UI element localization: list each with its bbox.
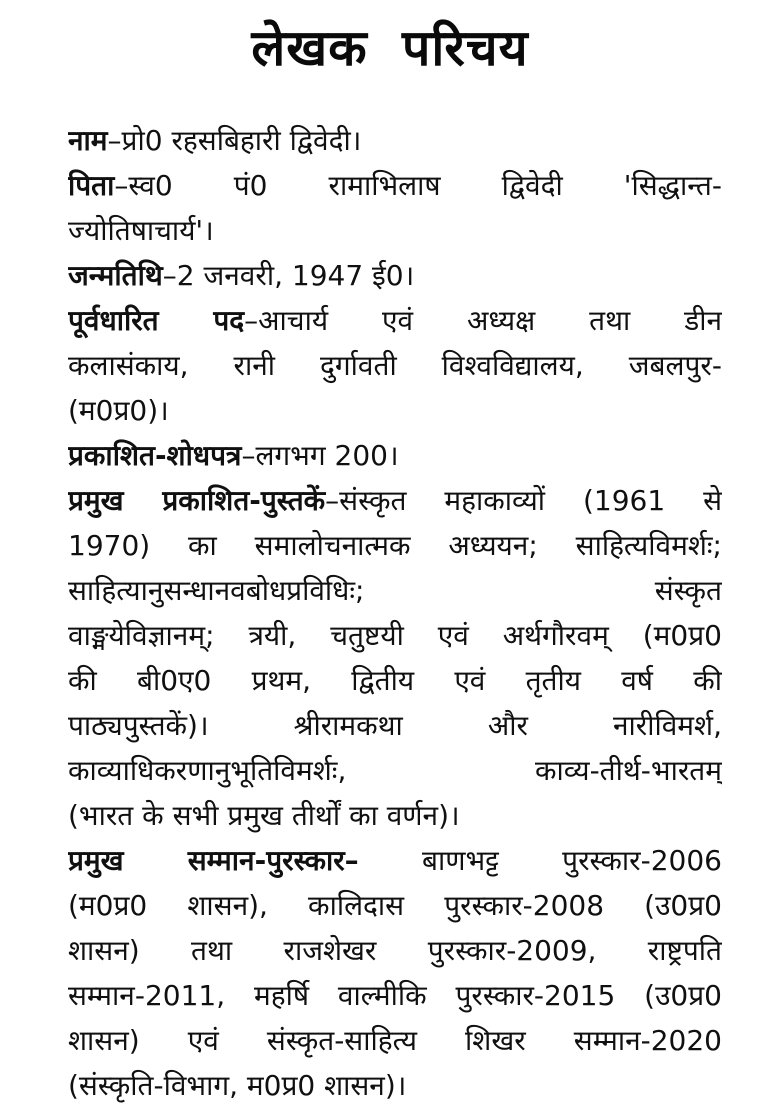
text-line bbox=[68, 703, 722, 748]
text-line bbox=[68, 523, 722, 568]
text-line bbox=[68, 343, 722, 388]
field-text: (संस्कृति-विभाग, म0प्र0 शासन)। bbox=[68, 1069, 407, 1102]
field-label: प्रमुख प्रकाशित-पुस्तकें bbox=[68, 484, 326, 517]
text-line bbox=[68, 883, 722, 928]
field-label: प्रमुख सम्मान-पुरस्कार– bbox=[68, 844, 359, 877]
field-former-positions bbox=[68, 298, 722, 433]
field-text: कलासंकाय, रानी दुर्गावती विश्वविद्यालय, जबलपुर- bbox=[68, 349, 722, 382]
text-line bbox=[68, 163, 722, 208]
text-line bbox=[68, 748, 722, 793]
field-name bbox=[68, 118, 722, 163]
author-bio-text-body bbox=[68, 118, 722, 1108]
field-text: की बी0ए0 प्रथम, द्वितीय एवं तृतीय वर्ष की bbox=[68, 664, 722, 697]
field-birth-date bbox=[68, 253, 722, 298]
field-text: ज्योतिषाचार्य'। bbox=[68, 214, 214, 247]
text-line bbox=[68, 613, 722, 658]
field-text: बाणभट्ट पुरस्कार-2006 bbox=[358, 844, 722, 877]
text-line bbox=[68, 388, 722, 433]
text-line bbox=[68, 928, 722, 973]
field-text: (म0प्र0)। bbox=[68, 394, 169, 427]
text-line bbox=[68, 433, 722, 478]
field-text: शासन) तथा राजशेखर पुरस्कार-2009, राष्ट्रपति bbox=[68, 934, 722, 967]
field-text: वाङ्मयेविज्ञानम्; त्रयी, चतुष्टयी एवं अर्थगौरवम् (म0प्र0 bbox=[68, 619, 722, 652]
page-title: लेखक परिचय bbox=[251, 19, 529, 77]
text-line bbox=[68, 973, 722, 1018]
field-text: –लगभग 200। bbox=[241, 439, 399, 472]
text-line bbox=[68, 478, 722, 523]
text-line bbox=[68, 208, 722, 253]
text-line bbox=[68, 568, 722, 613]
field-text: काव्याधिकरणानुभूतिविमर्शः, काव्य-तीर्थ-भारतम् bbox=[68, 754, 722, 787]
text-line bbox=[68, 253, 722, 298]
field-major-published-books bbox=[68, 478, 722, 838]
field-text: साहित्यानुसन्धानवबोधप्रविधिः; संस्कृत bbox=[68, 574, 722, 607]
field-major-honors-awards bbox=[68, 838, 722, 1108]
field-text: –2 जनवरी, 1947 ई0। bbox=[162, 259, 415, 292]
field-text: पाठ्यपुस्तकें)। श्रीरामकथा और नारीविमर्श, bbox=[68, 709, 722, 742]
field-text: सम्मान-2011, महर्षि वाल्मीकि पुरस्कार-2015 (उ0प्र0 bbox=[68, 979, 722, 1012]
field-text: –प्रो0 रहसबिहारी द्विवेदी। bbox=[107, 124, 362, 157]
field-text: –स्व0 पं0 रामाभिलाष द्विवेदी 'सिद्धान्त- bbox=[114, 169, 722, 202]
field-text: (म0प्र0 शासन), कालिदास पुरस्कार-2008 (उ0प्र0 bbox=[68, 889, 722, 922]
text-line bbox=[68, 658, 722, 703]
field-text: शासन) एवं संस्कृत-साहित्य शिखर सम्मान-2020 bbox=[68, 1024, 722, 1057]
field-text: –संस्कृत महाकाव्यों (1961 से bbox=[325, 484, 722, 517]
text-line bbox=[68, 118, 722, 163]
text-line bbox=[68, 793, 722, 838]
field-published-research-papers bbox=[68, 433, 722, 478]
field-label: पिता bbox=[68, 169, 115, 202]
field-label: नाम bbox=[68, 124, 108, 157]
field-text: –आचार्य एवं अध्यक्ष तथा डीन bbox=[244, 304, 722, 337]
text-line bbox=[68, 1018, 722, 1063]
field-text: 1970) का समालोचनात्मक अध्ययन; साहित्यविमर्शः; bbox=[68, 529, 722, 562]
field-label: पूर्वधारित पद bbox=[68, 304, 245, 337]
text-line bbox=[68, 298, 722, 343]
text-line bbox=[68, 838, 722, 883]
field-father bbox=[68, 163, 722, 253]
text-line bbox=[68, 1063, 722, 1108]
field-label: प्रकाशित-शोधपत्र bbox=[68, 439, 242, 472]
field-text: (भारत के सभी प्रमुख तीर्थों का वर्णन)। bbox=[68, 799, 460, 832]
field-label: जन्मतिथि bbox=[68, 259, 163, 292]
